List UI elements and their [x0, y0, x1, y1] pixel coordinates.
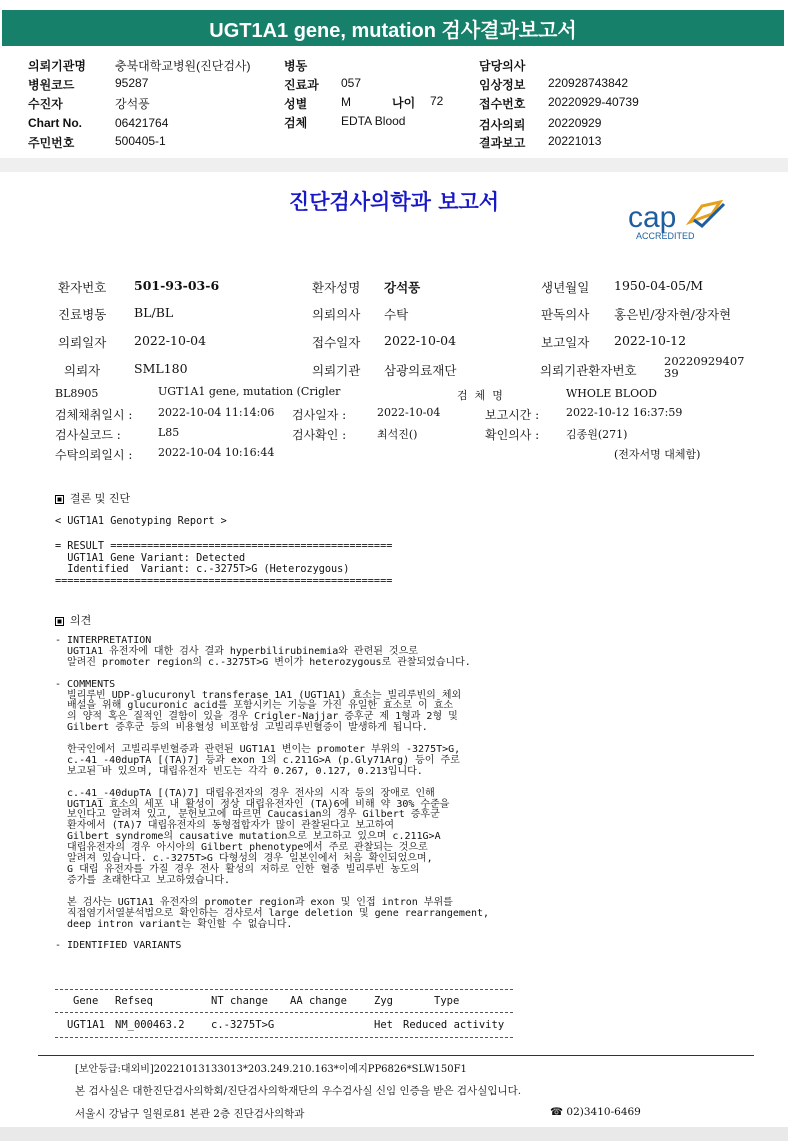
verify-label: 확인의사 : — [485, 428, 540, 442]
genotyping-report-title: < UGT1A1 Genotyping Report > — [55, 516, 227, 527]
opinion-line: 보인다고 알려져 있고, 문헌보고에 따르면 Caucasian의 경우 Gilbert 증후군 — [55, 809, 440, 821]
specimen-label: 검 체 명 — [457, 389, 503, 402]
result-line: ======================================================= — [55, 575, 393, 587]
esign-note: (전자서명 대체함) — [614, 448, 701, 461]
patient-label: 환자성명 — [312, 280, 361, 295]
patient-value: 2022-10-04 — [384, 333, 457, 348]
collect-value: 2022-10-04 11:14:06 — [158, 406, 275, 419]
result-line: Identified Variant: c.-3275T>G (Heterozygous) — [55, 564, 350, 576]
opinion-line: 증가를 초래한다고 보고하였습니다. — [55, 874, 231, 886]
header-label: 접수번호 — [479, 97, 526, 111]
patient-label: 의뢰의사 — [312, 307, 361, 322]
table-cell: c.-3275T>G — [211, 1019, 275, 1031]
opinion-line: 본 검사는 UGT1A1 유전자의 promoter region과 exon 및 인접 intron 부위를 — [55, 896, 453, 908]
opinion-heading — [55, 612, 91, 628]
opinion-line: 대립유전자의 경우 아시아의 Gilbert phenotype에서 주로 관찰되는 것으로 — [55, 842, 428, 854]
header-label: 수진자 — [28, 97, 63, 111]
age-value: 72 — [430, 94, 444, 108]
header-label: 의뢰기관명 — [28, 59, 86, 73]
opinion-line: 직접염기서열분석법으로 확인하는 검사로서 large deletion 및 gene rearrangement, — [55, 907, 490, 919]
test-code: BL8905 — [55, 387, 99, 400]
table-header-cell: AA change — [290, 995, 347, 1007]
patient-value: 홍은빈/장자현/장자현 — [614, 307, 732, 322]
reporttime-label: 보고시간 : — [485, 408, 540, 422]
patient-value: 1950-04-05/M — [614, 278, 704, 293]
table-cell: Het — [374, 1019, 393, 1031]
table-header-cell: NT change — [211, 995, 268, 1007]
table-header-cell: Gene — [73, 995, 99, 1007]
room-value: L85 — [158, 426, 180, 439]
result-line: UGT1A1 Gene Variant: Detected — [55, 552, 246, 564]
opinion-line: 보고된 바 있으며, 대립유전자 빈도는 각각 0.267, 0.127, 0.213입니다. — [55, 765, 423, 777]
opinion-line: deep intron variant는 확인할 수 없습니다. — [55, 918, 293, 930]
footer-rule — [38, 1055, 754, 1056]
patient-value: 501-93-03-6 — [134, 278, 220, 293]
report-title-bar — [2, 10, 784, 46]
header-value: 220928743842 — [548, 76, 629, 90]
specimen-value: WHOLE BLOOD — [566, 387, 657, 400]
opinion-line: 알려진 promoter region의 c.-3275T>G 변이가 heterozygous로 관찰되었습니다. — [55, 656, 471, 668]
result-block — [55, 541, 392, 587]
patient-label: 진료병동 — [58, 307, 107, 322]
patient-label: 의뢰자 — [64, 363, 101, 378]
header-label: 주민번호 — [28, 136, 75, 150]
opinion-line: c.-41_-40dupTA [(TA)7] 대립유전자의 경우 전사의 시작 등의 장애로 인해 — [55, 787, 435, 799]
confirm-value: 최석진() — [377, 428, 418, 441]
patient-label: 의뢰기관환자번호 — [540, 363, 637, 378]
header-value: 057 — [341, 76, 362, 90]
patient-label: 의뢰일자 — [58, 335, 107, 350]
opinion-heading-text: 의견 — [70, 614, 92, 627]
lab-report-title: 진단검사의학과 보고서 — [288, 189, 500, 214]
header-label: 검사의뢰 — [479, 118, 526, 132]
header-value: 충북대학교병원(진단검사) — [115, 59, 251, 73]
header-value: 강석풍 — [115, 97, 150, 111]
opinion-line: 빌리루빈 UDP-glucuronyl transferase 1A1 (UGT1A1) 효소는 빌리루빈의 체외 — [55, 689, 462, 701]
certification-line: 본 검사실은 대한진단검사의학회/진단검사의학재단의 우수검사실 신임 인증을 받은 검사실입니다. — [75, 1085, 522, 1097]
header-value: M — [341, 95, 351, 109]
verify-value: 김종원(271) — [566, 428, 628, 441]
address-line: 서울시 강남구 일원로81 본관 2층 진단검사의학과 — [75, 1108, 305, 1120]
header-label: 담당의사 — [479, 59, 526, 73]
cap-accredited-logo — [628, 200, 733, 242]
testdate-label: 검사일자 : — [292, 408, 347, 422]
patient-value: BL/BL — [134, 305, 174, 320]
opinion-line: 의 양적 혹은 질적인 결함이 있을 경우 Crigler-Najjar 증후군 제 1형과 2형 및 — [55, 711, 458, 723]
patient-value: SML180 — [134, 361, 188, 376]
room-label: 검사실코드 : — [55, 428, 121, 442]
opinion-line: Gilbert 증후군 등의 비용혈성 비포합성 고빌리루빈혈증이 발생하게 됩니다. — [55, 722, 428, 734]
patient-label: 접수일자 — [312, 335, 361, 350]
opinion-line: Gilbert syndrome의 causative mutation으로 보고하고 있으며 c.211G>A — [55, 831, 441, 843]
patient-value: 2022092940739 — [664, 354, 745, 380]
header-label: 임상정보 — [479, 78, 526, 92]
patient-value: 2022-10-04 — [134, 333, 207, 348]
table-cell: NM_000463.2 — [115, 1019, 185, 1031]
patient-label: 환자번호 — [58, 280, 107, 295]
opinion-line — [55, 778, 489, 789]
header-value: 500405-1 — [115, 134, 166, 148]
table-cell: Reduced activity — [403, 1019, 505, 1031]
document-title: UGT1A1 gene, mutation 검사결과보고서 — [209, 19, 577, 42]
collect-label: 검체채취일시 : — [55, 408, 133, 422]
header-label: 성별 — [284, 97, 308, 111]
opinion-line: 알려져 있습니다. c.-3275T>G 다형성의 경우 일본인에서 처음 확인되었으며, — [55, 853, 433, 865]
patient-value: 2022-10-12 — [614, 333, 687, 348]
header-label: 병원코드 — [28, 78, 75, 92]
table-header-rule — [55, 1012, 513, 1013]
header-label: 병동 — [284, 59, 308, 73]
separator-band — [0, 158, 788, 172]
opinion-line: - COMMENTS — [55, 678, 116, 690]
header-label: 진료과 — [284, 78, 319, 92]
bottom-band — [0, 1127, 788, 1141]
opinion-line: 환자에서 (TA)7 대립유전자의 동형접합자가 많이 관찰된다고 보고하여 — [55, 820, 395, 832]
opinion-line: 배설을 위해 glucuronic acid를 포함시키는 기능을 가진 유일한 효소로 이 효소 — [55, 700, 454, 712]
table-header-cell: Refseq — [115, 995, 153, 1007]
header-value: 20220929 — [548, 116, 602, 130]
cap-accredited-text: ACCREDITED — [636, 231, 695, 241]
header-label: 검체 — [284, 116, 308, 130]
result-line: = RESULT ============================================== — [55, 541, 393, 552]
patient-label: 보고일자 — [541, 335, 590, 350]
patient-value: 강석풍 — [384, 280, 421, 295]
opinion-line: - IDENTIFIED VARIANTS — [55, 940, 182, 952]
patient-label: 생년월일 — [541, 280, 590, 295]
security-line: [보안등급:대외비]20221013133013*203.249.210.163*이예지PP6826*SLW150F1 — [75, 1064, 467, 1075]
conclusion-heading-text: 결론 및 진단 — [70, 492, 131, 505]
table-header-cell: Zyg — [374, 995, 393, 1007]
header-label: 결과보고 — [479, 136, 526, 150]
square-bullet-icon — [55, 495, 64, 504]
consign-label: 수탁의뢰일시 : — [55, 448, 133, 462]
table-top-rule — [55, 989, 513, 990]
opinion-line: UGT1A1 유전자에 대한 검사 결과 hyperbilirubinemia와 관련된 것으로 — [55, 645, 418, 657]
cap-logo-text: cap — [628, 201, 677, 234]
header-value: 06421764 — [115, 116, 169, 130]
opinion-text — [55, 636, 489, 952]
table-cell: UGT1A1 — [67, 1019, 105, 1031]
age-label: 나이 — [392, 96, 416, 110]
header-value: 95287 — [115, 76, 149, 90]
consign-value: 2022-10-04 10:16:44 — [158, 446, 275, 459]
opinion-line: - INTERPRETATION — [55, 635, 152, 646]
patient-value: 수탁 — [384, 307, 409, 322]
phone-line: ☎ 02)3410-6469 — [550, 1106, 641, 1118]
header-value: 20220929-40739 — [548, 95, 639, 109]
header-value: 20221013 — [548, 134, 602, 148]
header-value: EDTA Blood — [341, 114, 406, 128]
confirm-label: 검사확인 : — [292, 428, 347, 442]
opinion-line — [55, 669, 489, 680]
opinion-line: UGT1A1 효소의 세포 내 활성이 정상 대립유전자인 (TA)6에 비해 약 30% 수준을 — [55, 798, 450, 810]
opinion-line: 한국인에서 고빌리루빈혈증과 관련된 UGT1A1 변이는 promoter 부위의 -3275T>G, — [55, 744, 461, 756]
table-bottom-rule — [55, 1037, 513, 1038]
opinion-line: c.-41_-40dupTA [(TA)7] 등과 exon 1의 c.211G>A (p.Gly71Arg) 등이 주로 — [55, 754, 460, 766]
reporttime-value: 2022-10-12 16:37:59 — [566, 406, 683, 419]
header-label: Chart No. — [28, 116, 82, 130]
patient-label: 의뢰기관 — [312, 363, 361, 378]
table-header-cell: Type — [434, 995, 460, 1007]
patient-label: 판독의사 — [541, 307, 590, 322]
patient-value: 삼광의료재단 — [384, 363, 457, 378]
test-name: UGT1A1 gene, mutation (Crigler — [158, 385, 341, 398]
conclusion-heading — [55, 490, 130, 506]
square-bullet-icon — [55, 617, 64, 626]
opinion-line: G 대립 유전자를 가질 경우 전사 활성의 저하로 인한 혈중 빌리루빈 농도의 — [55, 863, 420, 875]
testdate-value: 2022-10-04 — [377, 406, 441, 419]
